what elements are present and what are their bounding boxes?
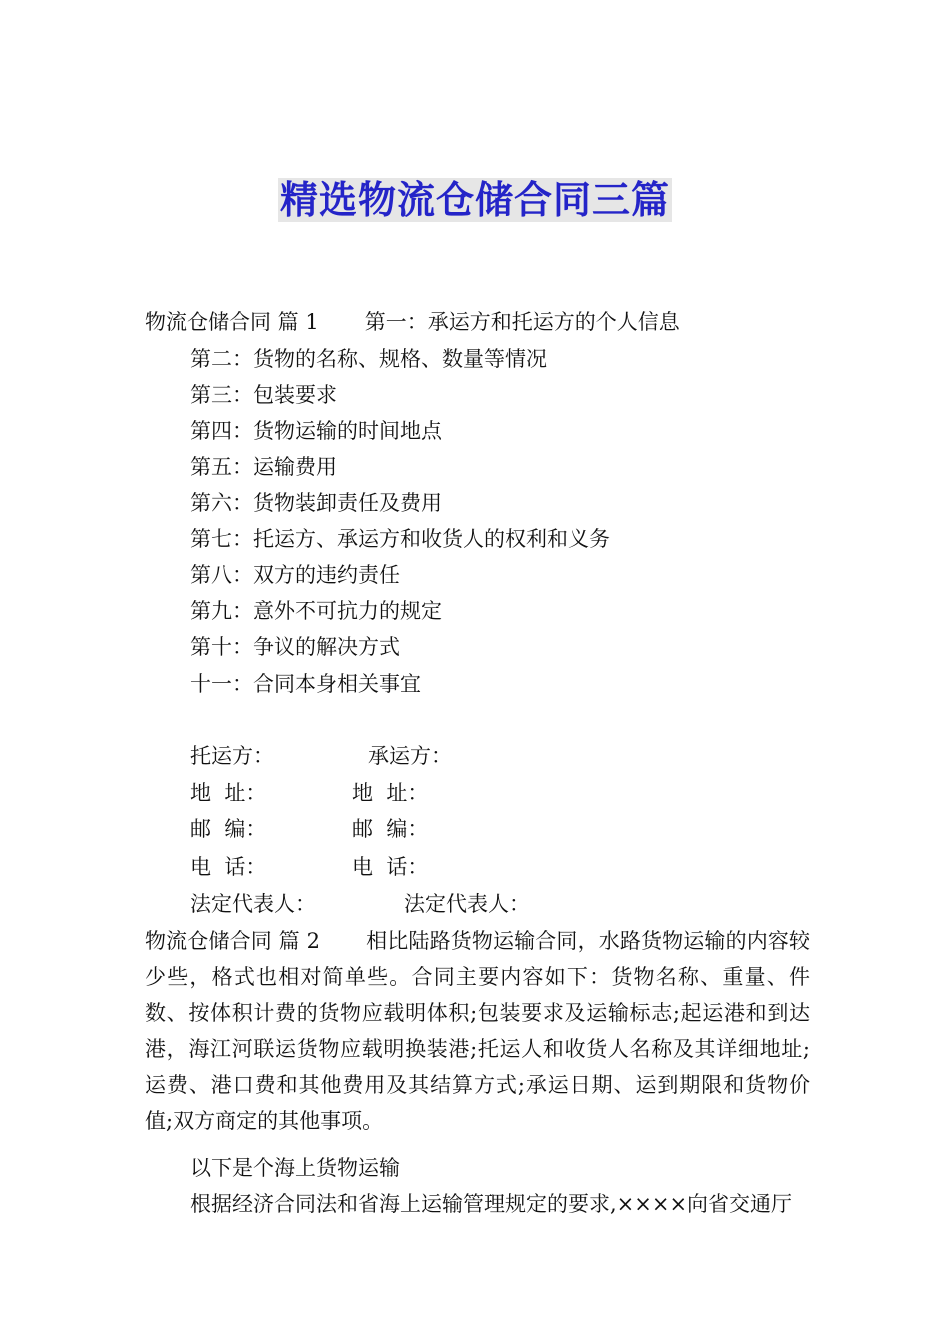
clause-4: 第四：货物运输的时间地点: [190, 419, 442, 443]
article-1-heading: 物流仓储合同 篇 1: [145, 310, 319, 334]
clause-9: 第九：意外不可抗力的规定: [190, 599, 442, 623]
carrier-label: 承运方：: [368, 744, 452, 768]
clause-2: 第二：货物的名称、规格、数量等情况: [190, 347, 547, 371]
clause-8: 第八：双方的违约责任: [190, 563, 400, 587]
article-1-first-line: [145, 304, 680, 340]
shipper-address-label: 地 址：: [190, 781, 267, 805]
article-2-paragraph: [145, 923, 810, 1139]
clause-7: 第七：托运方、承运方和收货人的权利和义务: [190, 527, 610, 551]
shipper-label: 托运方：: [190, 744, 274, 768]
clause-1: 第一：承运方和托运方的个人信息: [364, 310, 680, 334]
article-2-line-3: 根据经济合同法和省海上运输管理规定的要求,××××向省交通厅: [190, 1192, 793, 1216]
document-title: [0, 170, 950, 230]
article-2-body: 相比陆路货物运输合同，水路货物运输的内容较少些，格式也相对简单些。合同主要内容如下：货物名称、重量、件数、按体积计费的货物应载明体积;包装要求及运输标志;起运港和到达港，海江河联运货物应载明换装港;托运人和收货人名称及其详细地址;运费、港口费和其他费用及其结算方式;承运日期、运到期限和货物价值;双方商定的其他事项。: [145, 929, 810, 1133]
clause-6: 第六：货物装卸责任及费用: [190, 491, 442, 515]
shipper-phone-label: 电 话：: [190, 855, 267, 879]
article-2-line-2: 以下是个海上货物运输: [190, 1156, 400, 1180]
clause-11: 十一：合同本身相关事宜: [190, 672, 421, 696]
clause-10: 第十：争议的解决方式: [190, 635, 400, 659]
clause-5: 第五：运输费用: [190, 455, 337, 479]
shipper-legal-rep-label: 法定代表人：: [190, 892, 316, 916]
carrier-legal-rep-label: 法定代表人：: [404, 892, 530, 916]
clause-3: 第三：包装要求: [190, 383, 337, 407]
carrier-postcode-label: 邮 编：: [352, 817, 429, 841]
carrier-phone-label: 电 话：: [352, 855, 429, 879]
shipper-postcode-label: 邮 编：: [190, 817, 267, 841]
article-2-heading: 物流仓储合同 篇 2: [145, 929, 320, 953]
carrier-address-label: 地 址：: [352, 781, 429, 805]
document-title-text: 精选物流仓储合同三篇: [279, 178, 670, 222]
